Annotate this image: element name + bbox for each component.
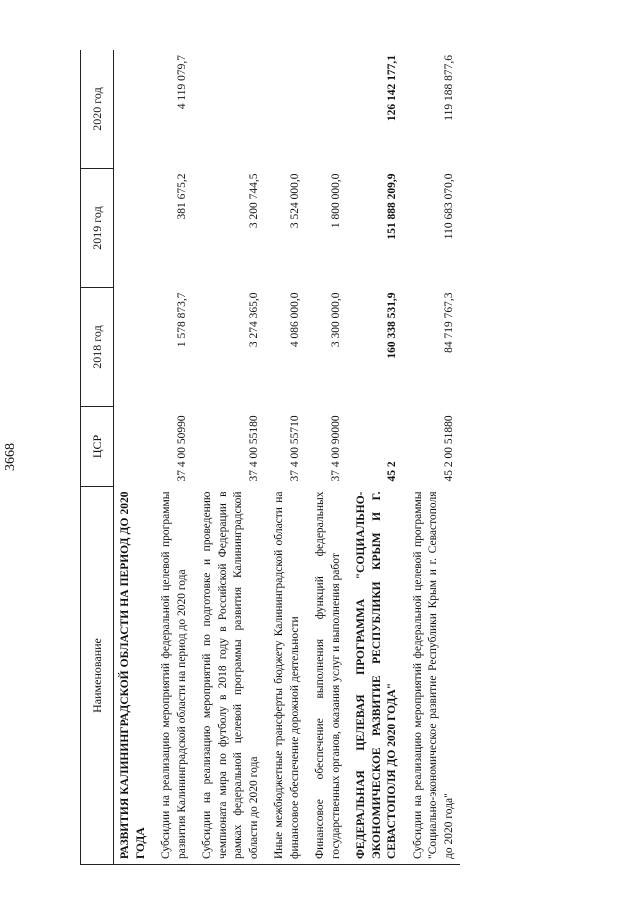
row-csr: 45 2 00 51880 [442,415,455,482]
row-csr: 37 4 00 55180 [247,415,260,482]
row-2018: 1 578 873,7 [175,292,188,348]
row-csr [114,407,153,487]
rotated-page-container [80,50,600,865]
row-name: Субсидии на реализацию мероприятий федеральной целевой программы развития Калининградской области на период до 2020 года [152,487,193,865]
header-name: Наименование [81,487,114,865]
row-2018: 160 338 531,9 [386,292,399,359]
table-row [347,50,404,865]
row-2020: 4 119 079,7 [152,50,193,169]
table-row [152,50,193,865]
row-2020: 119 188 877,6 [404,50,461,169]
row-2019: 3 524 000,0 [288,173,301,229]
table-row [193,50,265,865]
row-name: Финансовое обеспечение выполнения функций федеральных государственных органов, оказания услуг и выполнения работ [306,487,347,865]
table-header-row [81,50,114,865]
table-row [265,50,306,865]
table-row [404,50,461,865]
row-csr: 37 4 00 50990 [175,415,188,482]
rotated-table-frame [80,50,600,865]
header-2020: 2020 год [81,50,114,169]
row-csr: 37 4 00 90000 [329,415,342,482]
page-number: 3668 [3,443,18,471]
row-2019: 151 888 209,9 [386,173,399,240]
budget-table [80,50,460,865]
row-name: Субсидии на реализацию мероприятий по подготовке и проведению чемпионата мира по футболу в 2018 году в Российской Федерации в рамках федеральной целевой программы развития Калининградской области до 2020 года [193,487,265,865]
row-2020: 126 142 177,1 [347,50,404,169]
row-2019 [114,169,153,288]
row-2018: 3 274 365,0 [247,292,260,348]
header-csr: ЦСР [81,407,114,487]
row-2020 [114,50,153,169]
row-name: Субсидии на реализацию мероприятий федеральной целевой программы "Социально-экономическое развитие Республики Крым и г. Севастополя до 2020 года" [404,487,461,865]
row-2018: 84 719 767,3 [442,292,455,353]
header-2018: 2018 год [81,288,114,407]
table-row [114,50,153,865]
row-2020 [306,50,347,169]
row-name: Иные межбюджетные трансферты бюджету Калининградской области на финансовое обеспечение дорожной деятельности [265,487,306,865]
header-2019: 2019 год [81,169,114,288]
row-2020 [193,50,265,169]
row-2018: 3 300 000,0 [329,292,342,348]
row-csr: 37 4 00 55710 [288,415,301,482]
row-2018: 4 086 000,0 [288,292,301,348]
row-name: РАЗВИТИЯ КАЛИНИНГРАДСКОЙ ОБЛАСТИ НА ПЕРИОД ДО 2020 ГОДА [114,487,153,865]
row-csr: 45 2 [386,461,399,482]
row-2019: 1 800 000,0 [329,173,342,229]
row-2019: 381 675,2 [175,173,188,220]
row-2018 [114,288,153,407]
row-2019: 110 683 070,0 [442,173,455,240]
row-2019: 3 200 744,5 [247,173,260,229]
row-2020 [265,50,306,169]
row-name: ФЕДЕРАЛЬНАЯ ЦЕЛЕВАЯ ПРОГРАММА "СОЦИАЛЬНО-ЭКОНОМИЧЕСКОЕ РАЗВИТИЕ РЕСПУБЛИКИ КРЫМ И Г. СЕВАСТОПОЛЯ ДО 2020 ГОДА" [347,487,404,865]
table-row [306,50,347,865]
